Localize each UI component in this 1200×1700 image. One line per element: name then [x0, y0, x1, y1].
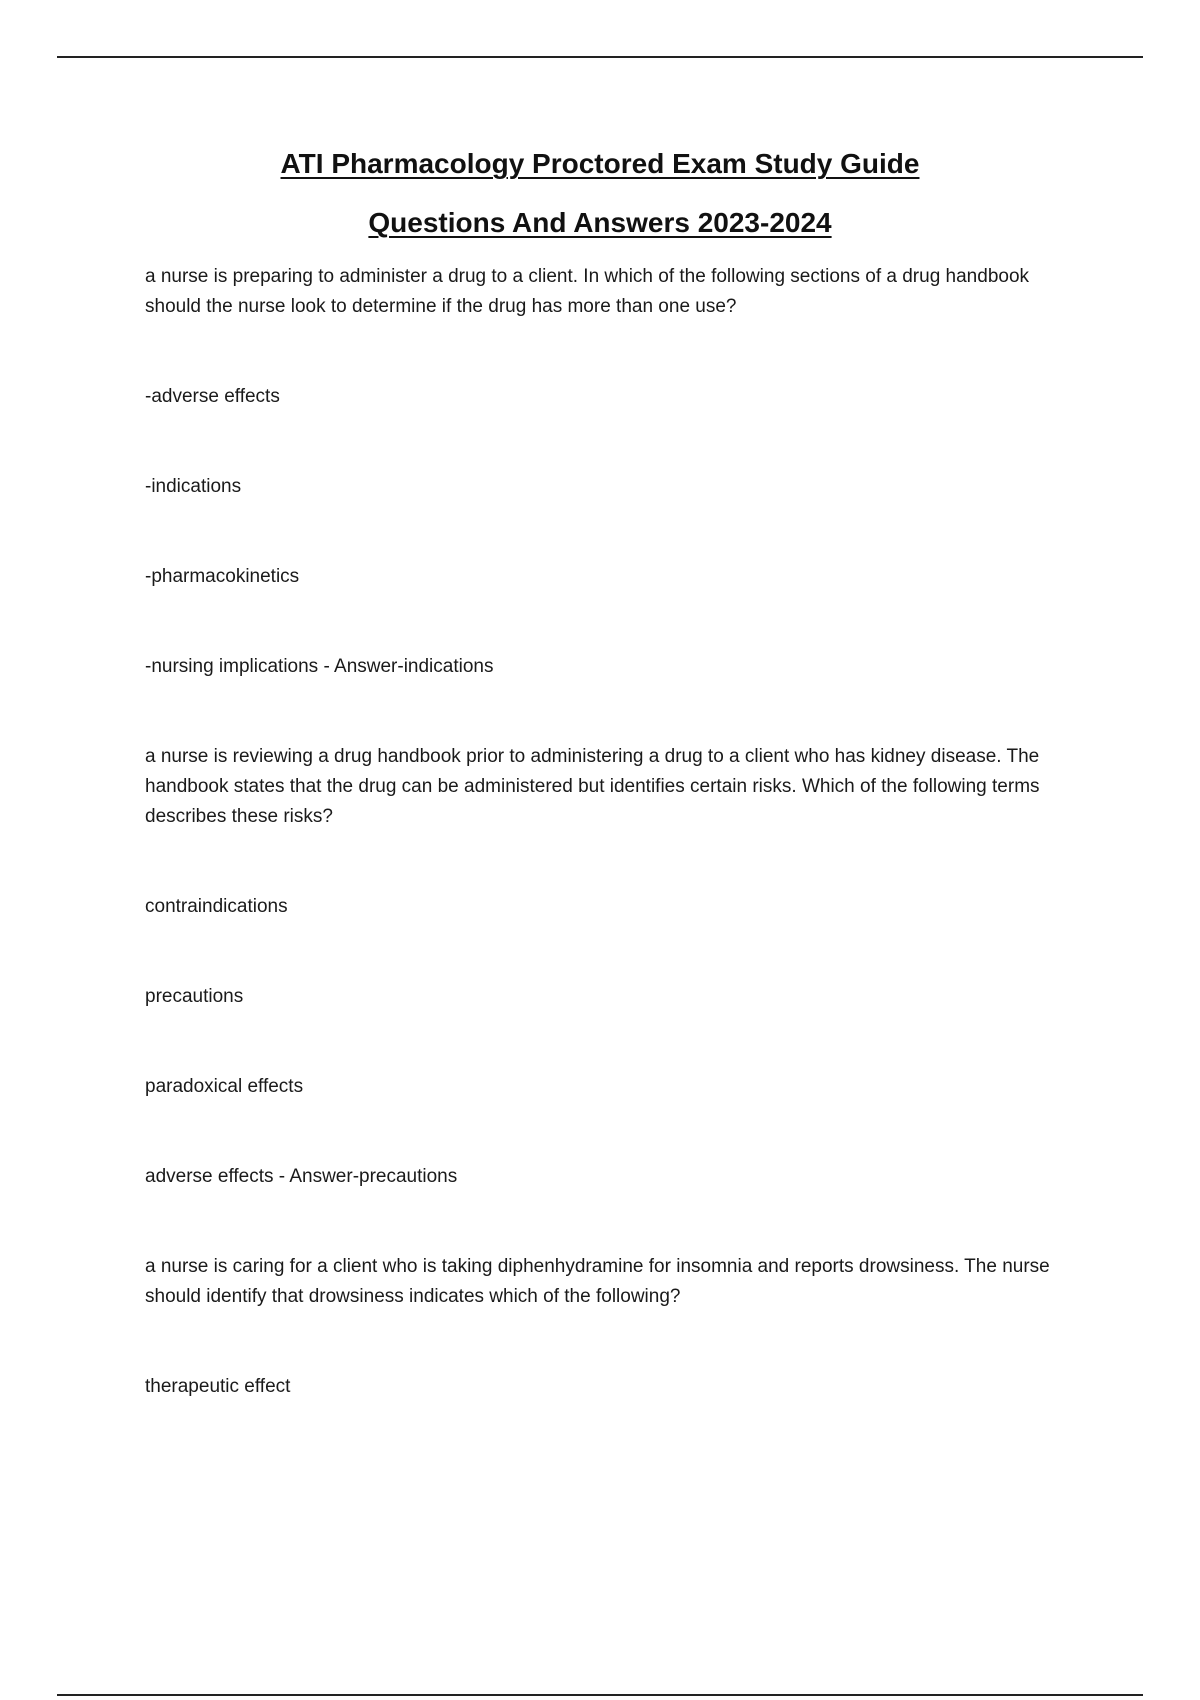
top-rule [57, 56, 1143, 58]
answer-option: paradoxical effects [145, 1076, 304, 1097]
question-block [145, 262, 1085, 682]
bottom-rule [57, 1694, 1143, 1696]
document-body [145, 262, 1085, 1402]
answer-option: therapeutic effect [145, 1376, 291, 1397]
answer-option-with-answer: -nursing implications - Answer-indications [145, 656, 494, 677]
question-block [145, 1252, 1085, 1402]
document-title-line-1: ATI Pharmacology Proctored Exam Study Guide [280, 148, 920, 179]
answer-option: contraindications [145, 896, 288, 917]
answer-option: -indications [145, 476, 242, 497]
answer-option-with-answer: adverse effects - Answer-precautions [145, 1166, 458, 1187]
document-title-line-2: Questions And Answers 2023-2024 [368, 207, 832, 238]
answer-option: -adverse effects [145, 386, 280, 407]
question-stem: a nurse is caring for a client who is taking diphenhydramine for insomnia and reports drowsiness. The nurse should identify that drowsiness indicates which of the following? [145, 1256, 1050, 1307]
question-stem: a nurse is preparing to administer a drug to a client. In which of the following sections of a drug handbook should the nurse look to determine if the drug has more than one use? [145, 266, 1030, 317]
question-stem: a nurse is reviewing a drug handbook prior to administering a drug to a client who has kidney disease. The handbook states that the drug can be administered but identifies certain risks. Which of the following terms describes these risks? [145, 746, 1040, 827]
answer-option: precautions [145, 986, 244, 1007]
answer-option: -pharmacokinetics [145, 566, 300, 587]
question-block [145, 742, 1085, 1192]
